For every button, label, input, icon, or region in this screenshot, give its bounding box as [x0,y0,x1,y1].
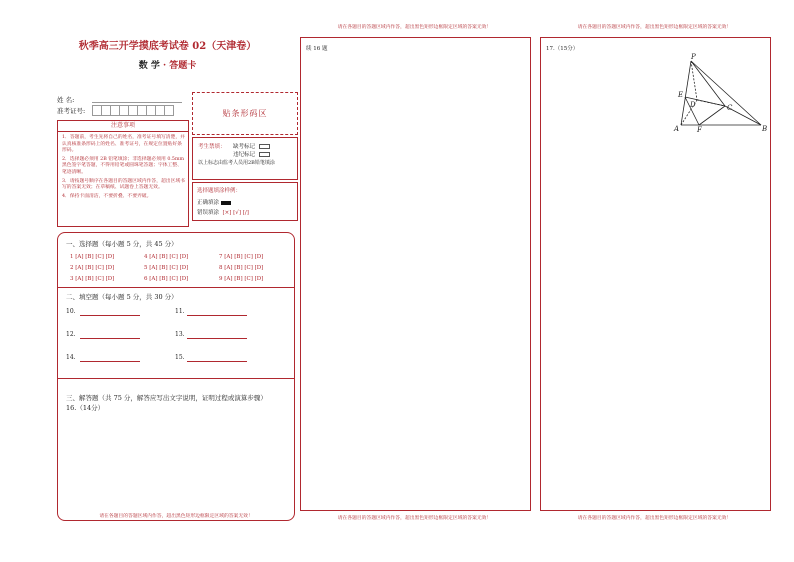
id-label: 准考证号: [57,107,86,115]
blank-line[interactable] [187,361,247,362]
page-title: 秋季高三开学摸底考试卷 02（天津卷） [78,41,257,52]
edge-pd [691,61,697,100]
section2-heading: 二、填空题（每小题 5 分，共 30 分） [66,293,178,301]
blank-label: 14. [66,354,76,361]
name-label: 姓 名: [57,96,75,104]
answer-region-16[interactable] [300,37,531,511]
pyramid-figure [671,52,771,132]
subtitle-dot: · [162,61,167,71]
violation-checkbox[interactable] [259,152,270,157]
mc-row[interactable]: 5 [A] [B] [C] [D] [144,265,189,271]
label-d: D [690,101,696,109]
answer-panel-right [537,23,772,521]
notes-heading: 注意事项 [58,121,188,132]
absent-label: 缺考标记 [233,144,256,150]
blank-label: 12. [66,331,76,338]
blank-line[interactable] [187,338,247,339]
id-cell[interactable] [164,105,174,116]
mc-row[interactable]: 8 [A] [B] [C] [D] [219,265,264,271]
edge-fc [699,106,725,125]
mc-row[interactable]: 7 [A] [B] [C] [D] [219,254,264,260]
label-e: E [678,91,684,99]
mc-row[interactable]: 4 [A] [B] [C] [D] [144,254,189,260]
blank-label: 15. [175,354,185,361]
blank-line[interactable] [80,338,140,339]
correct-label: 正确填涂 [197,200,220,206]
warning-footer: 请在各题目的答题区域内作答，超出黑色矩形边框限定区域的答案无效！ [337,516,492,521]
ban-label: 考生禁填： [198,144,226,150]
section3-heading: 三、解答题（共 75 分，解答应写出文字说明，证明过程或演算步骤） [66,394,267,402]
blank-line[interactable] [80,315,140,316]
mc-row[interactable]: 2 [A] [B] [C] [D] [70,265,115,271]
barcode-area: 贴条形码区 [192,92,298,135]
note-item: 1．答题前，考生先将自己的姓名，准考证号填写清楚，并认真核准条形码上的姓名、准考证号，在规定位置贴好条形码。 [62,135,185,154]
filled-mark-icon [221,201,231,205]
section1-heading: 一、选择题（每小题 5 分，共 45 分） [66,240,178,248]
blank-label: 10. [66,308,76,315]
q16-continue-label: 续 16 题 [306,46,328,52]
wrong-label: 错误填涂 [197,210,220,216]
exam-marks-box [192,137,298,180]
label-c: C [727,104,733,112]
answer-panel-middle [297,23,532,521]
card-label: 答题卡 [169,61,197,71]
warning-header: 请在各题目的答题区域内作答，超出黑色矩形边框限定区域的答案无效！ [577,25,732,30]
q16-answer-area[interactable] [58,413,294,505]
warning-header: 请在各题目的答题区域内作答，超出黑色矩形边框限定区域的答案无效！ [337,25,492,30]
blank-label: 11. [175,308,185,315]
label-b: B [762,125,768,132]
label-f: F [697,126,702,132]
mc-row[interactable]: 9 [A] [B] [C] [D] [219,276,264,282]
mc-row[interactable]: 3 [A] [B] [C] [D] [70,276,115,282]
mc-row[interactable]: 1 [A] [B] [C] [D] [70,254,115,260]
correct-sample [197,198,231,206]
subject-label: 数 学 [138,61,160,71]
fill-sample-box [192,182,298,221]
note-item: 4．保持卡面清洁，不要折叠、不要弄破。 [62,193,152,199]
violation-mark[interactable] [233,150,270,158]
note-item: 3．请按题号顺序在各题目的答题区域内作答，超出区域书写的答案无效；在草稿纸、试题卷上答题无效。 [62,178,185,191]
absent-mark[interactable] [233,142,270,150]
notes-box [57,120,189,227]
blank-line[interactable] [80,361,140,362]
id-cells[interactable] [92,105,173,116]
label-a: A [674,125,680,132]
name-field[interactable] [92,102,182,103]
section-divider [58,287,294,288]
q17-label: 17.（15分） [546,46,579,52]
wrong-marks: [×] [√] [/] [222,210,249,216]
violation-label: 违纪标记 [233,152,256,158]
page-subtitle [40,58,295,71]
notes-list [62,135,186,202]
blank-line[interactable] [187,315,247,316]
label-p: P [691,53,696,61]
answer-area-left [57,232,295,521]
fill-heading: 选择题填涂样例： [197,188,242,194]
edge-pb [691,61,761,125]
blank-label: 13. [175,331,185,338]
q16-label: 16.（14分） [66,404,105,412]
absent-checkbox[interactable] [259,144,270,149]
wrong-sample [197,208,249,216]
warning-footer: 请在各题目的答题区域内作答，超出黑色矩形边框限定区域的答案无效！ [577,516,732,521]
note-item: 2．选择题必须用 2B 铅笔填涂；非选择题必须用 0.5mm 黑色签字笔答题，不得用铅笔或圆珠笔答题；字体工整、笔迹清晰。 [62,156,185,175]
answer-region-17[interactable] [540,37,771,511]
ban-note: 以上标志由监考人员用2B铅笔填涂 [198,160,275,166]
section-divider [58,378,294,379]
warning-footer: 请在各题目的答题区域内作答，超出黑色矩形边框限定区域的答案无效！ [99,514,253,519]
mc-row[interactable]: 6 [A] [B] [C] [D] [144,276,189,282]
